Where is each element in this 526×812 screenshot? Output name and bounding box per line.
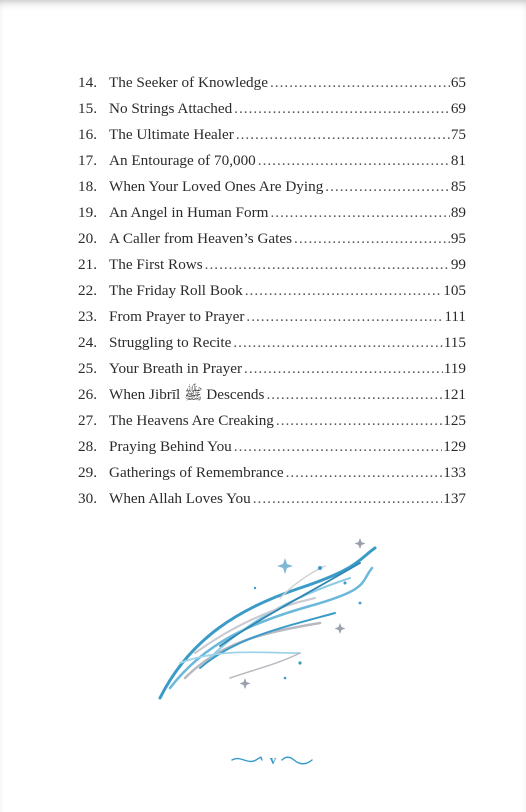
toc-entry-number: 20. — [78, 230, 97, 247]
toc-entry-page: 111 — [444, 308, 466, 325]
toc-entry-title: The Friday Roll Book — [109, 282, 243, 299]
toc-entry-number: 28. — [78, 438, 97, 455]
toc-entry-title: Praying Behind You — [109, 438, 232, 455]
table-of-contents — [78, 70, 466, 512]
toc-entry-page: 125 — [443, 412, 466, 429]
toc-entry[interactable] — [78, 226, 466, 252]
toc-dot-leader — [246, 304, 443, 330]
toc-entry-title: Your Breath in Prayer — [109, 360, 243, 377]
toc-entry[interactable] — [78, 382, 466, 408]
toc-entry-page: 121 — [443, 386, 466, 403]
toc-entry-number: 24. — [78, 334, 97, 351]
toc-dot-leader — [276, 408, 442, 434]
toc-dot-leader — [286, 460, 443, 486]
toc-dot-leader — [270, 70, 450, 96]
toc-entry-page: 65 — [450, 74, 466, 91]
toc-entry-number: 29. — [78, 464, 97, 481]
toc-entry-title: An Entourage of 70,000 — [109, 152, 256, 169]
toc-entry-number: 23. — [78, 308, 97, 325]
toc-entry-number: 15. — [78, 100, 97, 117]
toc-entry-title: From Prayer to Prayer — [109, 308, 245, 325]
toc-entry-title: A Caller from Heaven’s Gates — [109, 230, 293, 247]
toc-entry-number: 17. — [78, 152, 97, 169]
toc-entry[interactable] — [78, 200, 466, 226]
toc-entry[interactable] — [78, 174, 466, 200]
toc-entry-page: 119 — [443, 360, 466, 377]
toc-entry-title: When Jibrīl ﷺ Descends — [109, 386, 265, 403]
toc-dot-leader — [244, 356, 443, 382]
toc-dot-leader — [234, 434, 442, 460]
toc-entry[interactable] — [78, 304, 466, 330]
toc-entry[interactable] — [78, 356, 466, 382]
toc-entry-page: 133 — [443, 464, 466, 481]
toc-entry-number: 26. — [78, 386, 97, 403]
toc-dot-leader — [233, 330, 442, 356]
toc-entry-title: The Seeker of Knowledge — [109, 74, 268, 91]
toc-entry-page: 95 — [450, 230, 466, 247]
toc-entry[interactable] — [78, 486, 466, 512]
toc-entry[interactable] — [78, 408, 466, 434]
toc-entry[interactable] — [78, 122, 466, 148]
toc-entry-number: 14. — [78, 74, 97, 91]
toc-entry-number: 27. — [78, 412, 97, 429]
toc-dot-leader — [270, 200, 449, 226]
toc-entry[interactable] — [78, 148, 466, 174]
toc-entry-page: 137 — [443, 490, 466, 507]
toc-entry[interactable] — [78, 278, 466, 304]
toc-entry-title: An Angel in Human Form — [109, 204, 269, 221]
toc-dot-leader — [245, 278, 442, 304]
toc-dot-leader — [258, 148, 450, 174]
toc-entry-page: 99 — [450, 256, 466, 273]
toc-entry-number: 21. — [78, 256, 97, 273]
toc-entry-page: 115 — [443, 334, 466, 351]
toc-entry-number: 19. — [78, 204, 97, 221]
toc-entry-number: 30. — [78, 490, 97, 507]
toc-entry-page: 81 — [450, 152, 466, 169]
toc-dot-leader — [234, 96, 450, 122]
page-number: v — [269, 752, 277, 767]
toc-entry-title: The First Rows — [109, 256, 203, 273]
toc-entry-page: 89 — [450, 204, 466, 221]
toc-entry-title: When Your Loved Ones Are Dying — [109, 178, 324, 195]
feather-swoosh-icon — [150, 528, 390, 708]
toc-entry-title: Struggling to Recite — [109, 334, 232, 351]
toc-entry-title: The Heavens Are Creaking — [109, 412, 274, 429]
toc-entry-title: The Ultimate Healer — [109, 126, 234, 143]
toc-entry-page: 69 — [450, 100, 466, 117]
toc-dot-leader — [205, 252, 450, 278]
toc-dot-leader — [236, 122, 450, 148]
toc-entry-title: When Allah Loves You — [109, 490, 251, 507]
toc-entry-page: 75 — [450, 126, 466, 143]
toc-dot-leader — [294, 226, 450, 252]
toc-entry-page: 105 — [443, 282, 466, 299]
toc-entry-page: 85 — [450, 178, 466, 195]
toc-entry-page: 129 — [443, 438, 466, 455]
toc-entry[interactable] — [78, 252, 466, 278]
toc-entry-title: Gatherings of Remembrance — [109, 464, 284, 481]
toc-dot-leader — [325, 174, 450, 200]
toc-entry[interactable] — [78, 330, 466, 356]
toc-entry[interactable] — [78, 70, 466, 96]
toc-entry[interactable] — [78, 434, 466, 460]
toc-dot-leader — [266, 382, 442, 408]
toc-entry-number: 25. — [78, 360, 97, 377]
toc-entry-title: No Strings Attached — [109, 100, 233, 117]
toc-entry[interactable] — [78, 460, 466, 486]
toc-entry-number: 18. — [78, 178, 97, 195]
toc-entry[interactable] — [78, 96, 466, 122]
toc-dot-leader — [253, 486, 442, 512]
toc-entry-number: 22. — [78, 282, 97, 299]
toc-entry-number: 16. — [78, 126, 97, 143]
